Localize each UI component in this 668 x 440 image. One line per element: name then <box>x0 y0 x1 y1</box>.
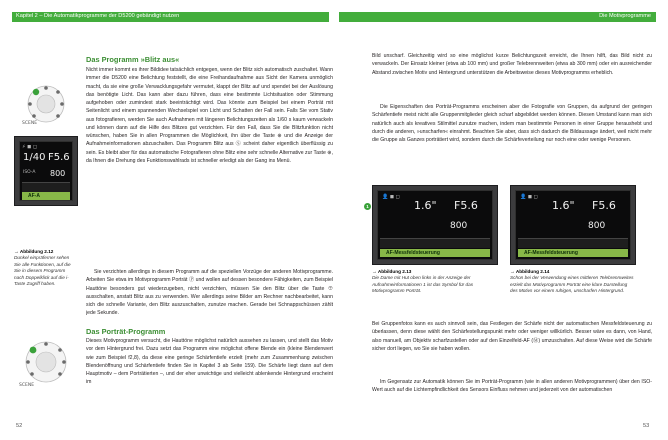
section-title: Die Motivprogramme <box>599 13 651 19</box>
svg-text:SCENE: SCENE <box>19 383 35 388</box>
af-mode-strip: AF-A <box>22 192 70 200</box>
header-bar-left <box>12 12 329 22</box>
caption-2-14-text: Schon bei der Verwendung eines mittleren Telebrennweites erzielt das Motivprogramm Porträt eine klare Darstellung des Motivs vor einem ruhigen, unscharfen Hintergrund. <box>510 275 634 294</box>
callout-marker-1: 1 <box>364 203 371 210</box>
af-mode-strip: AF-Messfeldsteuerung <box>380 249 490 257</box>
shots-remaining: 800 <box>50 169 66 178</box>
caption-2-14-label: → Abbildung 2.14 <box>510 269 550 274</box>
caption-2-13-text: Die Dame mit Hut oben links in der Anzeige der Aufnahmeinformationen 1 ist das Symbol für das Motivprogramm Porträt. <box>372 275 474 294</box>
page-number-right: 53 <box>643 423 650 429</box>
svg-text:SCENE: SCENE <box>22 121 38 126</box>
shutter-speed: 1.6" <box>414 199 437 212</box>
caption-2-12 <box>14 249 74 287</box>
paragraph-right-3: Bei Gruppenfotos kann es auch sinnvoll sein, das Festlegen der Schärfe nicht der automatischen Messfeldsteuerung zu überlassen, denn diese wählt den Schärfestellungspunkt mehr oder weniger willkürlich. Besser wäre es dann, von Hand, also manuell, am Objektiv scharfzustellen oder auf den Einzelfeld-AF (Ⓜ) umzuschalten. Auf diese Weise wird die Schärfe sicher dort liegen, wo Sie sie haben wollen. <box>372 321 652 352</box>
header-bar-right <box>339 12 656 22</box>
chapter-title: Kapitel 2 – Die Automatikprogramme der D5200 gebändigt nutzen <box>16 13 180 19</box>
aperture-value: F5.6 <box>592 199 616 212</box>
mode-dial-portrait-icon <box>16 334 74 390</box>
caption-2-13-label: → Abbildung 2.13 <box>372 269 412 274</box>
heading-portraet: Das Porträt-Programm <box>86 327 166 336</box>
paragraph-right-4: Im Gegensatz zur Automatik können Sie im Porträt-Programm (wie in allen anderen Motivprogrammen) über den ISO-Wert auch auf die Lichtempfindlichkeit des Sensors Einfluss nehmen und jederzeit von der automatischen <box>372 379 652 394</box>
shutter-speed: 1/40 <box>23 152 46 163</box>
paragraph-portraet: Dieses Motivprogramm versucht, die Hauttöne möglichst natürlich aussehen zu lassen, und stellt das Motiv vor dem Hintergrund frei. Dazu setzt das Programm eine möglichst offene Blende ein (kleine Blendenwert wie zum Beispiel f2,8), da diese eine geringe Schärfentiefe erzielt (mehr zum Zusammenhang zwischen Blendenöffnung und Schärfentiefe finden Sie in Kapitel 3 ab Seite 159). Die Schärfe liegt dann auf dem Hauptmotiv – dem Porträtierten –, und der eher unwichtige und vielleicht ablenkende Hintergrund erscheint im <box>86 338 333 386</box>
paragraph-right-1: Bild unscharf. Gleichzeitig wird so eine möglichst kurze Belichtungszeit erreicht, die Ihnen hilft, das Bild nicht zu verwackeln. Der Einsatz kleiner (etwa ab 100 mm) und großer Telebrennweiten (etwa ab 300 mm) oder ein ausreichender Abstand zwischen Motiv und Hintergrund unterstützen die Arbeitsweise dieses Motivprogramms erheblich. <box>372 53 652 76</box>
aperture-value: F5.6 <box>48 152 70 163</box>
caption-2-13 <box>372 269 496 295</box>
af-mode-strip: AF-Messfeldsteuerung <box>518 249 628 257</box>
paragraph-blitz-aus-2: Sie verzichten allerdings in diesem Programm auf die speziellen Vorzüge der anderen Motivprogramme. Arbeiten Sie etwa im Motivprogramm Porträt Ⓟ und wollen auf dessen besondere Fähigkeiten, zum Beispiel Hauttöne besonders gut wiederzugeben, nicht verzichten, müssen Sie den Blitz über die Taste ⊕ ausschalten, anstatt Blitz aus zu verwenden. Wer allerdings seine Bilder am Rechner nachbearbeitet, kann sich die schnelle Variante, den Blitz auszuschalten, zunutze machen. Gerade bei Schnappschüssen zählt jede Sekunde. <box>86 269 333 317</box>
caption-2-12-text: Dunkel einpräferner sehen Sie alle Funktionen, auf die Sie in diesem Programm nach Doppelklick auf die i-Taste Zugriff haben. <box>14 255 71 287</box>
camera-lcd-portrait-alt: 👤 ◼ ◻ 1.6" F5.6 800 AF-Messfeldsteuerung <box>510 185 636 265</box>
caption-2-12-label: → Abbildung 2.12 <box>14 249 54 254</box>
paragraph-right-2: Die Eigenschaften des Porträt-Programms erscheinen aber die Fotografie von Gruppen, da aufgrund der geringen Schärfentiefe meist nicht alle Gruppenmitglieder gleich scharf abgebildet werden können. Diesen Umstand kann man sich natürlich auch als kreatives Stilmittel zunutze machen, indem man bestimmte Personen in einer Gruppe heraushebt und durch die anderen, »unscharfen« einrahmt. Beachten Sie aber, dass sich dadurch die Bildaussage ändert, weil nicht mehr die Gruppe als Ganzes porträtiert wird, sondern durch die Schärfeverteilung nur noch eine oder wenige Personen. <box>372 104 652 143</box>
shutter-speed: 1.6" <box>552 199 575 212</box>
aperture-value: F5.6 <box>454 199 478 212</box>
camera-lcd-blitz-aus: ⚡ ◼ ◻ 1/40 F5.6 ISO-A 800 AF-A <box>14 136 78 206</box>
page-number-left: 52 <box>16 423 23 429</box>
shots-remaining: 800 <box>450 221 468 231</box>
iso-label: ISO-A <box>23 170 36 175</box>
shots-remaining: 800 <box>588 221 606 231</box>
mode-dial-icon <box>16 78 74 126</box>
caption-2-14 <box>510 269 634 295</box>
paragraph-blitz-aus-1: Nicht immer kommt es ihrer Bildidee tatsächlich entgegen, wenn der Blitz sich automatisch zuschaltet. Wann immer die D5200 eine Belichtung feststellt, die eine Freihandaufnahme aus Sicht der Kamera unmöglich macht, da sie eine große Verwacklungsgefahr vermutet, klappt der Blitz auf und spendet bei der Auslösung das benötigte Licht. Das kann aber dazu führen, dass eine bestimmte Lichtsituation oder Stimmung aufgehoben oder zumindest stark beeinträchtigt wird. Das könnte zum Beispiel bei einem Porträt mit Seitenlicht und einem spannenden Wechselspiel von Licht und Schatten der Fall sein. Falls Sie vom Stativ aus fotografieren, werden Sie auch Aufnahmen mit längeren Belichtungszeiten als 1/60 s kaum verwackeln und können dann auf die Hilfe des Blitzes gut verzichten. Für den Fall, dass Sie die Blitzfunktion nicht wünschen, haben Sie in allen Programmen die Möglichkeit, ihn über die Taste ⊕ und die Anzeige der Aufnahmeinformationen abzuschalten. Das Programm Blitz aus Ⓢ scheint daher eigentlich überflüssig zu sein. Es bleibt aber für das automatische Fotografieren ohne Blitz eine sehr schnelle Alternative zur Taste ⊕, da Ihnen die Drehung des Funktionswahlrads ist schneller erledigt als der Gang ins Menü. <box>86 67 333 164</box>
heading-blitz-aus: Das Programm »Blitz aus« <box>86 55 180 64</box>
camera-lcd-portrait: 👤 ◼ ◻ 1.6" F5.6 800 AF-Messfeldsteuerung <box>372 185 498 265</box>
